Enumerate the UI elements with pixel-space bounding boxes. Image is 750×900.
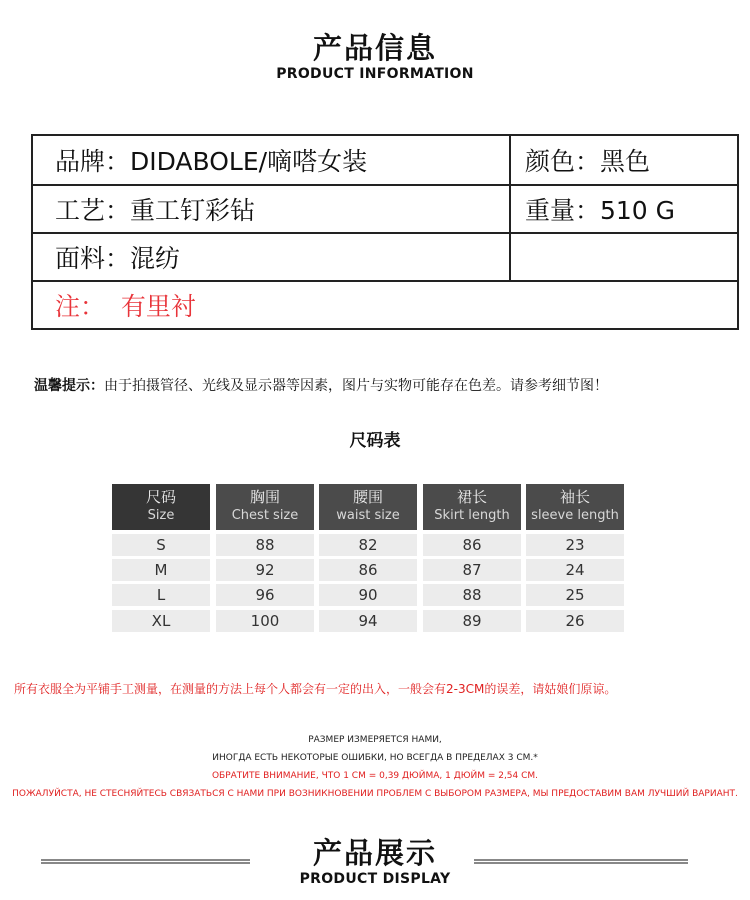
size-table-cell: 88 (216, 534, 314, 556)
product-display-title-zh: 产品展示 (312, 836, 437, 870)
notice-label: 温馨提示： (34, 378, 104, 394)
size-table-cell: 26 (526, 610, 624, 632)
size-table-cell: 86 (319, 559, 417, 581)
size-header-cell (423, 484, 521, 530)
size-header-cell (319, 484, 417, 530)
info-row-note (33, 280, 737, 328)
size-header-cell (526, 484, 624, 530)
size-table-cell: 24 (526, 559, 624, 581)
size-header-cell (112, 484, 210, 530)
product-display-title-en: PRODUCT DISPLAY (299, 871, 451, 887)
color-difference-notice (34, 375, 608, 395)
size-table-cell: 88 (423, 584, 521, 606)
measurement-note: 所有衣服全为平铺手工测量，在测量的方法上每个人都会有一定的出入，一般会有2-3CM的误差，请姑娘们原谅。 (14, 682, 617, 696)
size-header-zh: 腰围 (352, 488, 383, 506)
craft-cell: 工艺：重工钉彩钻 (55, 196, 256, 225)
size-header-en: sleeve length (531, 508, 619, 523)
size-table-cell: 82 (319, 534, 417, 556)
ru-note-line2: ИНОГДА ЕСТЬ НЕКОТОРЫЕ ОШИБКИ, НО ВСЕГДА В ПРЕДЕЛАХ 3 СМ.* (212, 753, 538, 763)
size-table-cell: 25 (526, 584, 624, 606)
size-header-en: Chest size (231, 508, 299, 523)
size-table-cell: L (112, 584, 210, 606)
size-table-cell: 90 (319, 584, 417, 606)
size-header-en: waist size (336, 508, 400, 523)
info-row-fabric (33, 232, 737, 280)
size-table-cell: 96 (216, 584, 314, 606)
size-table-cell: S (112, 534, 210, 556)
size-table-cell: M (112, 559, 210, 581)
size-header-en: Size (147, 508, 175, 523)
size-table-cell: XL (112, 610, 210, 632)
notice-text: 由于拍摄管径、光线及显示器等因素，图片与实物可能存在色差。请参考细节图！ (104, 378, 608, 394)
product-display-heading (0, 836, 750, 888)
size-header-zh: 尺码 (145, 488, 176, 506)
ru-note-line4: ПОЖАЛУЙСТА, НЕ СТЕСНЯЙТЕСЬ СВЯЗАТЬСЯ С НАМИ ПРИ ВОЗНИКНОВЕНИИ ПРОБЛЕМ С ВЫБОРОМ РАЗМЕРА, МЫ ПРЕДОСТАВИМ ВАМ ЛУЧШИЙ ВАРИАНТ. (12, 789, 738, 799)
ru-note-line3: ОБРАТИТЕ ВНИМАНИЕ, ЧТО 1 СМ = 0,39 ДЮЙМА, 1 ДЮЙМ = 2,54 СМ. (211, 771, 539, 781)
product-info-title-zh: 产品信息 (312, 31, 437, 65)
size-header-zh: 裙长 (456, 488, 487, 506)
size-table-cell: 87 (423, 559, 521, 581)
product-info-title-en: PRODUCT INFORMATION (276, 66, 474, 82)
size-header-zh: 胸围 (249, 488, 280, 506)
size-table-cell: 86 (423, 534, 521, 556)
info-row-brand (33, 136, 737, 184)
color-cell: 颜色：黑色 (525, 147, 651, 176)
brand-cell: 品牌：DIDABOLE/嘀嗒女装 (55, 147, 368, 176)
lining-note-cell: 注： 有里衬 (55, 292, 196, 321)
size-header-en: Skirt length (434, 508, 510, 523)
weight-cell: 重量：510 G (525, 196, 676, 225)
info-row-craft (33, 184, 737, 232)
fabric-cell: 面料：混纺 (55, 244, 181, 273)
size-table-cell: 94 (319, 610, 417, 632)
size-chart-title: 尺码表 (349, 431, 401, 451)
size-header-zh: 袖长 (559, 488, 590, 506)
size-table-cell: 100 (216, 610, 314, 632)
size-table-cell: 89 (423, 610, 521, 632)
size-header-cell (216, 484, 314, 530)
ru-note-line1: РАЗМЕР ИЗМЕРЯЕТСЯ НАМИ, (308, 735, 442, 745)
product-info-heading (0, 31, 750, 83)
size-table-cell: 92 (216, 559, 314, 581)
size-table-cell: 23 (526, 534, 624, 556)
product-info-table (31, 134, 739, 330)
